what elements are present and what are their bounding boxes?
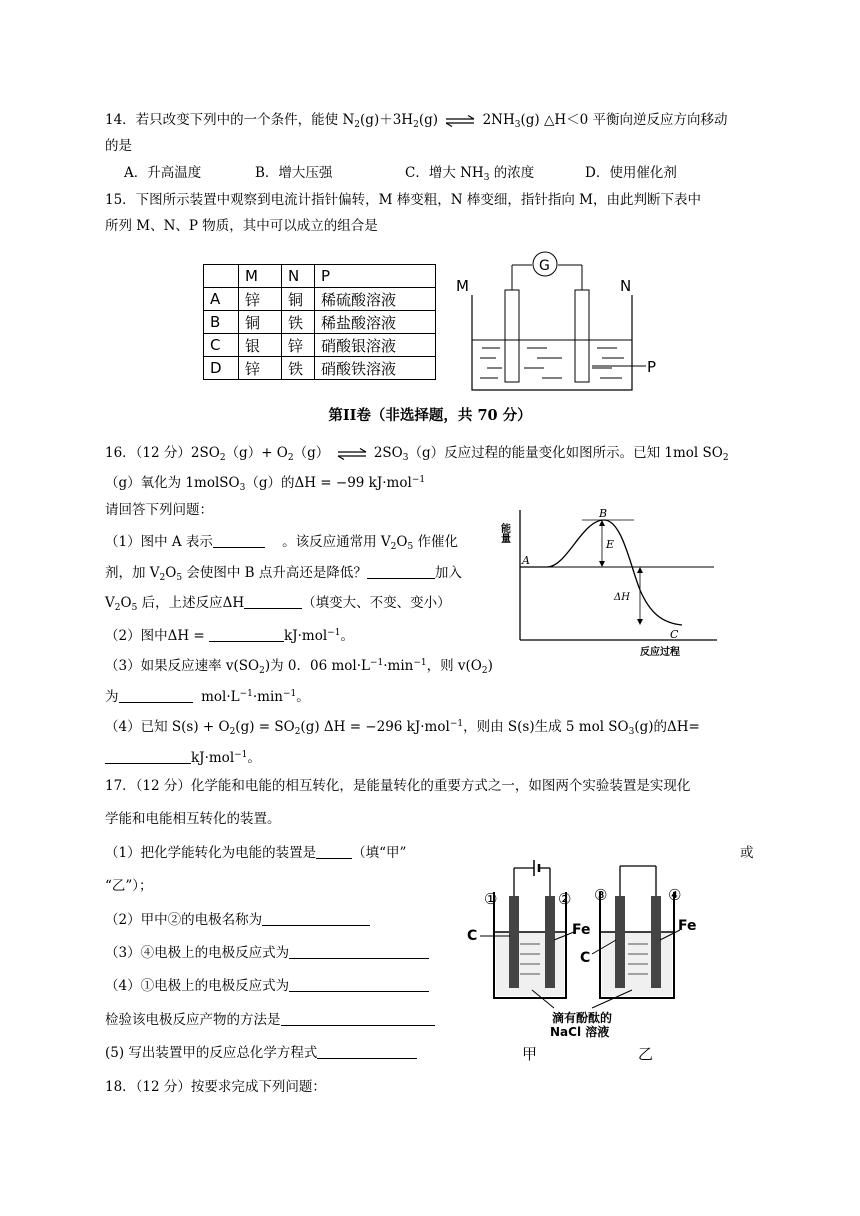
- blank-electrode4-eq[interactable]: [289, 944, 429, 959]
- galvanic-cell-diagram: [452, 245, 667, 395]
- label-fe-1: Fe: [572, 922, 591, 938]
- q17-part-4: （4）①电极上的电极反应式为: [105, 976, 429, 996]
- q15-line-2: 所列 M、N、P 物质，其中可以成立的组合是: [105, 218, 378, 234]
- energy-profile-diagram: [498, 505, 722, 660]
- q16-part-1-cont2: $V_2O_5$ 后，上述反应ΔH （填变大、不变、变小）: [105, 595, 451, 613]
- q14-option-b: B．增大压强: [255, 165, 333, 181]
- q16-part-1-cont: 剂，加 $V_2O_5$ 会使图中 B 点升高还是降低？ 加入: [105, 565, 462, 583]
- electrode-2: [545, 896, 555, 988]
- q14-option-a: A．升高温度: [124, 165, 202, 181]
- label-c-2: C: [580, 950, 591, 966]
- q14-line-2: 的是: [105, 138, 132, 154]
- label-electrode-3: ③: [594, 886, 608, 904]
- solution-label-line-2: NaCl 溶液: [550, 1025, 610, 1039]
- blank-device[interactable]: [316, 844, 352, 859]
- electrode-n: [575, 290, 589, 382]
- electrolysis-cells-diagram: [462, 856, 722, 1068]
- blank-rate-o2[interactable]: [119, 688, 193, 703]
- label-c-1: C: [467, 928, 478, 944]
- q17-line-2: 学能和电能相互转化的装置。: [105, 811, 281, 827]
- label-fe-2: Fe: [678, 918, 697, 934]
- blank-b-change[interactable]: [367, 564, 435, 579]
- electrode-1: [509, 896, 519, 988]
- q15-line-1: 15．下图所示装置中观察到电流计指针偏转，M 棒变粗，N 棒变细，指针指向 M，由此判断下表中: [105, 192, 702, 208]
- q16-part-4: （4）已知 $S(s) + O_2(g) = SO_2(g) \Delta H = -296$ kJ·mol$^{-1}$，则由 S(s)生成 5 mol $SO_3(g)$的ΔH=: [105, 719, 700, 737]
- point-c-label: C: [670, 628, 679, 641]
- electrode-4: [651, 896, 661, 988]
- q17-part-3: （3）④电极上的电极反应式为: [105, 943, 429, 963]
- blank-dh-value[interactable]: [209, 627, 284, 642]
- blank-total-equation[interactable]: [317, 1044, 417, 1059]
- point-b-label: B: [599, 507, 608, 520]
- blank-dh-5mol[interactable]: [105, 749, 191, 764]
- blank-a-meaning[interactable]: [213, 533, 265, 548]
- q16-line-1: 16．（12 分）$2SO_2(g)+ O_2(g)$ $2SO_3(g)$反应过程的能量变化如图所示。已知 1mol $SO_2$: [105, 445, 729, 463]
- blank-electrode1-eq[interactable]: [289, 977, 429, 992]
- electrode-m: [505, 290, 519, 382]
- q17-part-1: （1）把化学能转化为电能的装置是 （填“甲”: [105, 845, 407, 861]
- cell-jia: [467, 860, 591, 998]
- beaker: [472, 295, 632, 390]
- label-yi: 乙: [638, 1045, 654, 1063]
- table-header-row: M N P: [204, 265, 436, 288]
- q14-option-c: C．增大 $NH_3$ 的浓度: [405, 165, 535, 183]
- q14-line-1: 14．若只改变下列中的一个条件，能使 $N_2(g)+3H_2(g)$ $2NH_3(g)$ △H＜0 平衡向逆反应方向移动: [105, 112, 728, 130]
- q16-part-1: （1）图中 A 表示 。该反应通常用 $V_2O_5$ 作催化: [105, 534, 458, 552]
- label-jia: 甲: [522, 1045, 538, 1063]
- q17-part-1-cont: “乙”）；: [105, 878, 153, 894]
- y-axis-label: 能量: [498, 523, 510, 543]
- label-m: M: [456, 277, 469, 295]
- energy-curve: [520, 520, 682, 625]
- q18-line-1: 18．（12 分）按要求完成下列问题：: [105, 1079, 326, 1095]
- section-heading: 第II卷（非选择题，共 70 分）: [328, 407, 532, 424]
- label-dh: ΔH: [614, 592, 630, 603]
- q16-part-2: （2）图中ΔH = kJ·mol$^{-1}$。: [105, 628, 354, 644]
- x-axis-label: 反应过程: [640, 647, 680, 658]
- blank-electrode-name[interactable]: [262, 911, 370, 926]
- q16-line-3: 请回答下列问题：: [105, 502, 213, 518]
- label-p: P: [647, 358, 657, 376]
- label-electrode-2: ②: [558, 890, 572, 908]
- q17-line-1: 17．（12 分）化学能和电能的相互转化，是能量转化的重要方式之一，如图两个实验装置是实现化: [105, 778, 691, 794]
- electrode-3: [615, 896, 625, 988]
- q16-part-4-cont: kJ·mol$^{-1}$。: [105, 745, 261, 768]
- q16-line-2: （g）氧化为 1molSO$_3$（g）的ΔH = −99 kJ·mol$^{-1}$: [105, 475, 426, 493]
- equilibrium-arrow-icon: [445, 115, 475, 127]
- point-a-label: A: [522, 554, 530, 567]
- table-row: C 银 锌 硝酸银溶液: [204, 334, 436, 357]
- equilibrium-arrow-icon: [337, 448, 367, 460]
- label-g: G: [539, 258, 550, 274]
- label-e: E: [606, 538, 615, 551]
- q17-part-5: (5) 写出装置甲的反应总化学方程式: [105, 1043, 417, 1063]
- solution-label-line-1: 滴有酚酞的: [552, 1011, 613, 1025]
- q17-part-1-or: 或: [740, 845, 754, 861]
- q14-option-d: D．使用催化剂: [585, 165, 677, 181]
- label-n: N: [620, 277, 632, 295]
- blank-test-method[interactable]: [281, 1011, 435, 1026]
- table-row: D 锌 铁 硝酸铁溶液: [204, 357, 436, 380]
- q16-part-3: （3）如果反应速率 $v(SO_2)$为 0．06 $mol\cdot L^{-1}\cdot\min^{-1}$，则 $v(O_2)$: [105, 658, 493, 676]
- q16-part-3-cont: 为 $mol\cdot L^{-1}\cdot\min^{-1}$。: [105, 689, 310, 705]
- label-electrode-1: ①: [484, 890, 498, 908]
- table-row: A 锌 铜 稀硫酸溶液: [204, 288, 436, 311]
- q17-part-4-cont: 检验该电极反应产物的方法是: [105, 1010, 435, 1030]
- q17-part-2: （2）甲中②的电极名称为: [105, 910, 370, 930]
- q15-options-table: [203, 264, 436, 380]
- label-electrode-4: ④: [668, 886, 682, 904]
- table-row: B 铜 铁 稀盐酸溶液: [204, 311, 436, 334]
- blank-dh-change[interactable]: [244, 594, 302, 609]
- cell-yi: [580, 866, 697, 998]
